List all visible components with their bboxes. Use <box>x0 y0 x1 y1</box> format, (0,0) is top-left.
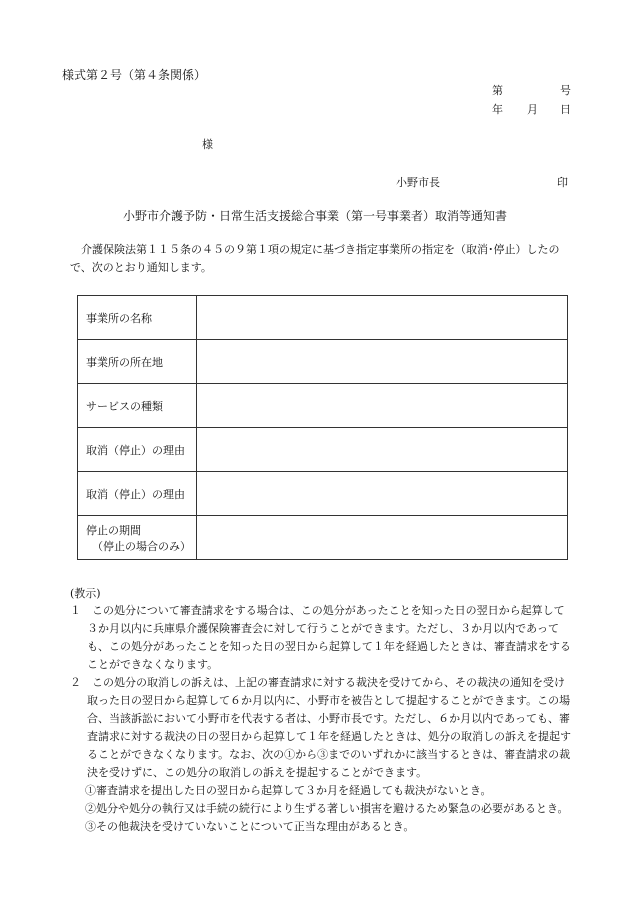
row-label-reason-2: 取消（停止）の理由 <box>78 472 197 516</box>
table-row <box>78 516 568 560</box>
instruction-number-1: １ <box>70 604 81 617</box>
instruction-item-1 <box>70 602 575 674</box>
row-value-facility-name <box>197 296 568 340</box>
row-value-facility-address <box>197 340 568 384</box>
row-label-facility-name: 事業所の名称 <box>78 296 197 340</box>
table-row <box>78 428 568 472</box>
date-year: 年 <box>492 103 503 116</box>
instruction-text-1: この処分について審査請求をする場合は、この処分があったことを知った日の翌日から起算して３か月以内に兵庫県介護保険審査会に対して行うことができます。ただし、３か月以内であっても、この処分があったことを知った日の翌日から起算して１年を経過したときは、審査請求をすることができなくなります。 <box>87 604 571 671</box>
row-value-reason-1 <box>197 428 568 472</box>
instruction-text-2: この処分の取消しの訴えは、上記の審査請求に対する裁決を受けてから、その裁決の通知を受け取った日の翌日から起算して６か月以内に、小野市を被告として提起することができます。この場合、当該訴訟において小野市を代表する者は、小野市長です。ただし、６か月以内であっても、審査請求に対する裁決の日の翌日から起算して１年を経過したときは、処分の取消しの訴えを提起することができなくなります。なお、次の①から③までのいずれかに該当するときは、審査請求の裁決を受けずに、この処分の取消しの訴えを提起することができます。 <box>87 676 571 779</box>
date-month: 月 <box>527 103 538 116</box>
document-number-go: 号 <box>560 84 571 97</box>
row-label-facility-address: 事業所の所在地 <box>78 340 197 384</box>
instructions-heading: (教示) <box>70 587 101 600</box>
details-table <box>77 295 568 560</box>
condition-item-1: ①審査請求を提出した日の翌日から起算して３か月を経過しても裁決がないとき。 <box>85 784 492 797</box>
issuer: 小野市長 <box>396 176 440 189</box>
row-label-reason-1: 取消（停止）の理由 <box>78 428 197 472</box>
date-day: 日 <box>560 103 571 116</box>
table-row <box>78 384 568 428</box>
intro-paragraph: 介護保険法第１１５条の４５の９第１項の規定に基づき指定事業所の指定を（取消･停止）したので、次のとおり通知します。 <box>70 243 560 274</box>
condition-item-2: ②処分や処分の執行又は手続の続行により生ずる著しい損害を避けるため緊急の必要があるとき。 <box>85 802 569 815</box>
row-value-service-type <box>197 384 568 428</box>
row-value-suspension-period <box>197 516 568 560</box>
instructions-body <box>70 602 575 836</box>
table-row <box>78 340 568 384</box>
document-title: 小野市介護予防・日常生活支援総合事業（第一号事業者）取消等通知書 <box>122 209 507 223</box>
row-label-suspension-period <box>78 516 197 560</box>
document-number-dai: 第 <box>492 84 503 97</box>
suspension-period-label: 停止の期間 <box>86 523 141 537</box>
form-number: 様式第２号（第４条関係） <box>62 68 207 82</box>
addressee: 様 <box>202 138 213 151</box>
table-row <box>78 296 568 340</box>
condition-item-3: ③その他裁決を受けていないことについて正当な理由があるとき。 <box>85 820 415 833</box>
row-label-service-type: サービスの種類 <box>78 384 197 428</box>
instruction-item-2 <box>70 674 575 782</box>
table-row <box>78 472 568 516</box>
suspension-period-note: （停止の場合のみ） <box>92 539 191 553</box>
seal-mark: 印 <box>557 176 568 189</box>
instruction-number-2: ２ <box>70 676 81 689</box>
row-value-reason-2 <box>197 472 568 516</box>
